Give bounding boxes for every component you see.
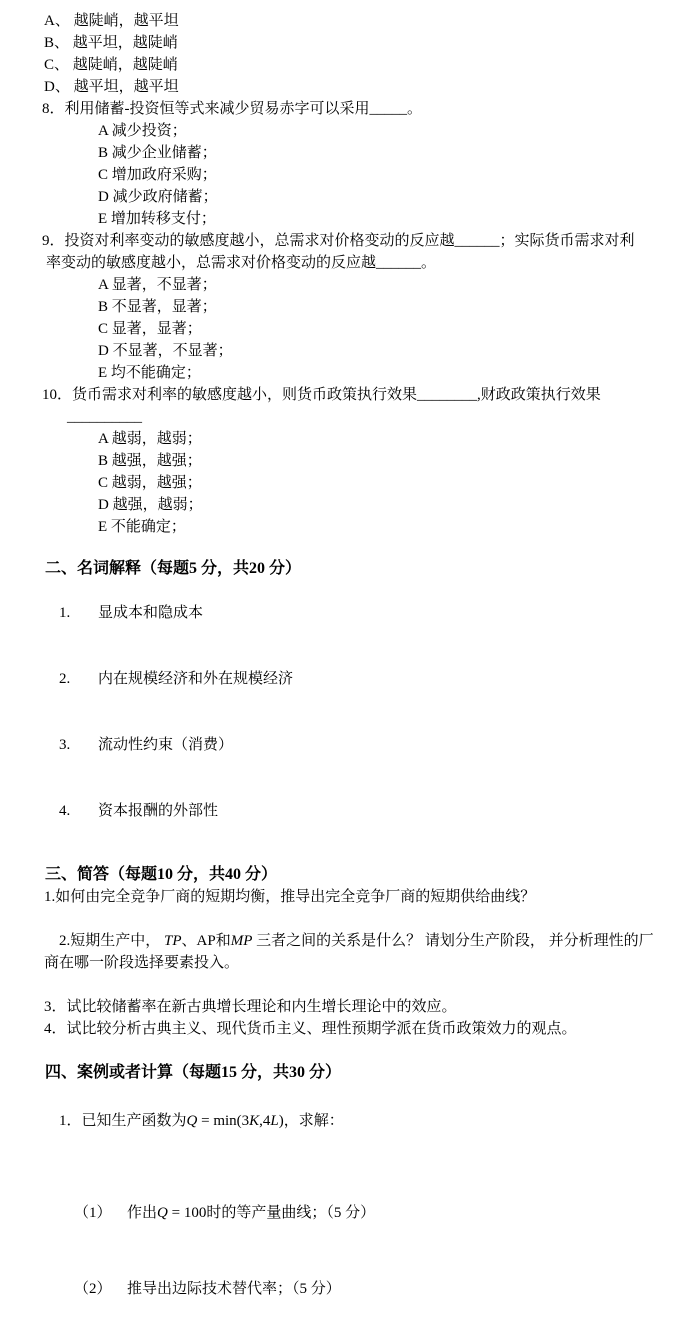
prev-option-c: C、 越陡峭，越陡峭 bbox=[44, 57, 178, 73]
variable-l: L bbox=[270, 1113, 279, 1129]
item-text: 显成本和隐成本 bbox=[98, 605, 204, 621]
subquestion-text: 时的等产量曲线；（5 分） bbox=[206, 1205, 376, 1221]
question-9-option-d: D 不显著，不显著； bbox=[98, 343, 233, 359]
formula-text: ,4 bbox=[259, 1113, 271, 1129]
section-2-item-3 bbox=[0, 712, 687, 778]
section-3-item-4: 4．试比较分析古典主义、现代货币主义、理性预期学派在货币政策效力的观点。 bbox=[44, 1021, 577, 1037]
question-9-option-e: E 均不能确定； bbox=[98, 365, 201, 381]
item-text: 流动性约束（消费） bbox=[98, 737, 234, 753]
subquestion-number: （1） bbox=[74, 1205, 112, 1221]
variable-k: K bbox=[249, 1113, 260, 1129]
question-8-stem: 8．利用储蓄-投资恒等式来减少贸易赤字可以采用_____。 bbox=[42, 101, 422, 117]
variable-ap: AP bbox=[196, 933, 216, 949]
item-text: 资本报酬的外部性 bbox=[98, 803, 219, 819]
question-10-option-b: B 越强，越强； bbox=[98, 453, 202, 469]
section-2-title: 二、名词解释（每题5 分，共20 分） bbox=[45, 560, 302, 577]
question-9-stem-line2: 率变动的敏感度越小，总需求对价格变动的反应越______。 bbox=[46, 255, 437, 271]
question-8-option-c: C 增加政府采购； bbox=[98, 167, 217, 183]
variable-mp: MP bbox=[230, 933, 253, 949]
variable-tp: TP bbox=[164, 933, 182, 949]
question-10-stem-line1: 10．货币需求对利率的敏感度越小，则货币政策执行效果________,财政政策执行效果 bbox=[42, 387, 601, 403]
question-10-stem-blank-line: __________ bbox=[67, 409, 142, 425]
prev-option-d: D、 越平坦，越平坦 bbox=[44, 79, 179, 95]
section-4-subquestion-1 bbox=[0, 1180, 687, 1246]
section-4-subquestion-2 bbox=[0, 1256, 687, 1322]
question-10-option-c: C 越弱，越强； bbox=[98, 475, 202, 491]
prev-option-a: A、 越陡峭，越平坦 bbox=[44, 13, 179, 29]
formula-text: = min(3 bbox=[197, 1113, 250, 1129]
question-text: 1．已知生产函数为 bbox=[59, 1113, 187, 1129]
item-number: 3. bbox=[59, 737, 71, 753]
question-10-option-e: E 不能确定； bbox=[98, 519, 186, 535]
item-text: 、 bbox=[181, 933, 197, 949]
subquestion-number: （2） bbox=[74, 1281, 112, 1297]
formula-text: ) bbox=[278, 1113, 284, 1129]
question-8-option-b: B 减少企业储蓄； bbox=[98, 145, 217, 161]
question-text: ，求解： bbox=[283, 1113, 344, 1129]
section-3-item-3: 3．试比较储蓄率在新古典增长理论和内生增长理论中的效应。 bbox=[44, 999, 457, 1015]
section-2-item-1 bbox=[0, 580, 687, 646]
item-text: 2.短期生产中， bbox=[59, 933, 165, 949]
question-8-option-a: A 减少投资； bbox=[98, 123, 187, 139]
question-8-option-e: E 增加转移支付； bbox=[98, 211, 216, 227]
prev-option-b: B、 越平坦，越陡峭 bbox=[44, 35, 178, 51]
section-4-question-1 bbox=[0, 1088, 687, 1154]
section-2-item-2 bbox=[0, 646, 687, 712]
item-number: 1. bbox=[59, 605, 71, 621]
question-10-option-a: A 越弱，越弱； bbox=[98, 431, 202, 447]
question-10-option-d: D 越强，越弱； bbox=[98, 497, 203, 513]
question-9-option-c: C 显著，显著； bbox=[98, 321, 202, 337]
section-4-title: 四、案例或者计算（每题15 分，共30 分） bbox=[45, 1064, 342, 1081]
section-3-title: 三、简答（每题10 分，共40 分） bbox=[45, 866, 278, 883]
section-2-item-4 bbox=[0, 778, 687, 844]
question-9-option-b: B 不显著，显著； bbox=[98, 299, 217, 315]
section-3-item-2 bbox=[0, 908, 687, 996]
subquestion-text: 推导出边际技术替代率；（5 分） bbox=[127, 1281, 341, 1297]
question-8-option-d: D 减少政府储蓄； bbox=[98, 189, 218, 205]
item-text: 和 bbox=[215, 933, 231, 949]
item-text: 内在规模经济和外在规模经济 bbox=[98, 671, 294, 687]
formula-text: = 100 bbox=[167, 1205, 207, 1221]
question-9-option-a: A 显著，不显著； bbox=[98, 277, 217, 293]
item-number: 2. bbox=[59, 671, 71, 687]
variable-q: Q bbox=[186, 1113, 198, 1129]
item-number: 4. bbox=[59, 803, 71, 819]
question-9-stem-line1: 9．投资对利率变动的敏感度越小，总需求对价格变动的反应越______；实际货币需求对利 bbox=[42, 233, 635, 249]
variable-q: Q bbox=[157, 1205, 168, 1221]
item-text: 三者之间的关系是什么？ 请划分生产阶段， 并分析理性的厂商在哪一阶段选择要素投入。 bbox=[44, 933, 654, 971]
section-3-item-1: 1.如何由完全竞争厂商的短期均衡，推导出完全竞争厂商的短期供给曲线？ bbox=[44, 889, 536, 905]
subquestion-text: 作出 bbox=[127, 1205, 158, 1221]
